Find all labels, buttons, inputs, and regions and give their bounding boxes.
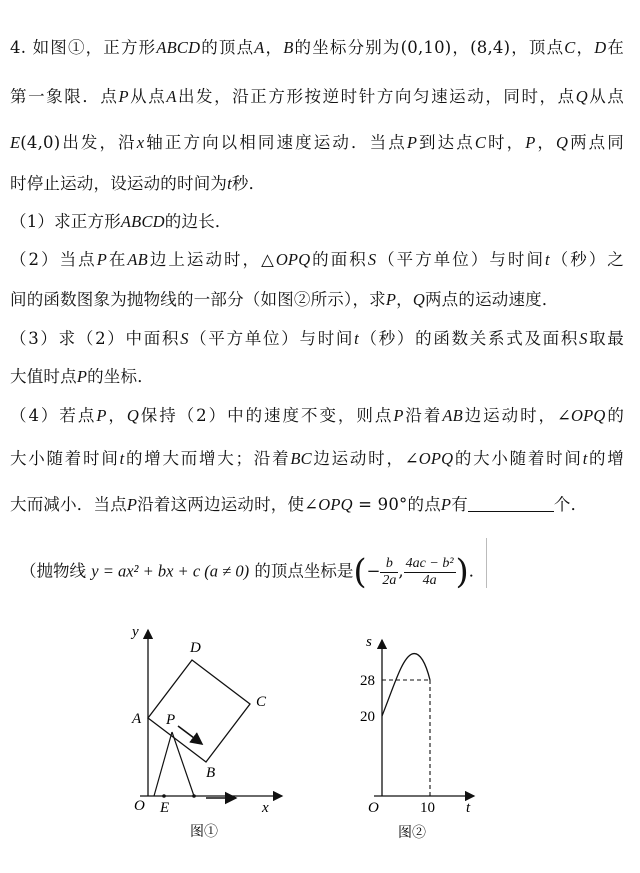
math: OPQ xyxy=(275,250,311,269)
square-abcd xyxy=(148,660,250,762)
math: ABCD xyxy=(156,38,201,57)
label-t: t xyxy=(466,800,471,816)
text: ，顶点 xyxy=(510,38,565,57)
figure-1-diagram xyxy=(110,620,300,850)
text: 的坐标． xyxy=(87,367,154,386)
math: Q xyxy=(412,290,425,309)
text: （平方单位）与时间 xyxy=(188,329,355,348)
text: 两点的运动速度． xyxy=(424,290,559,309)
problem-line-3 xyxy=(10,132,624,154)
text: （秒）的函数关系式及面积 xyxy=(358,329,580,348)
text: （抛物线 xyxy=(20,561,92,581)
label-b: B xyxy=(206,765,216,781)
math: (4,0) xyxy=(20,133,61,152)
text: = 90°的点 xyxy=(352,495,441,514)
text: 秒． xyxy=(231,174,266,193)
text: （1）求正方形 xyxy=(10,212,121,231)
math: ABCD xyxy=(120,212,165,231)
math: A xyxy=(166,87,177,106)
text: 取最 xyxy=(587,329,625,348)
question-3-line-1 xyxy=(10,328,624,350)
p-motion-arrow xyxy=(178,726,202,744)
math: P xyxy=(96,406,107,425)
text: 的顶点 xyxy=(200,38,255,57)
math: Q xyxy=(556,133,569,152)
math: (8,4) xyxy=(470,38,511,57)
right-paren: ) xyxy=(455,552,469,592)
question-4-line-2 xyxy=(10,448,624,470)
math: P xyxy=(118,87,129,106)
text: 两点同 xyxy=(568,133,624,152)
left-paren: ( xyxy=(353,552,367,592)
math: P xyxy=(406,133,418,152)
label-o: O xyxy=(368,800,379,816)
text: 沿着 xyxy=(403,406,443,425)
question-2-line-1 xyxy=(10,249,624,271)
text: ， xyxy=(396,290,413,309)
math: B xyxy=(283,38,294,57)
answer-blank[interactable] xyxy=(468,495,554,512)
fraction-2 xyxy=(404,556,456,589)
math: E xyxy=(10,133,21,152)
denominator: 2a xyxy=(382,572,397,588)
text: 时， xyxy=(486,133,526,152)
parabola-curve xyxy=(382,654,430,716)
text: ， xyxy=(575,38,595,57)
text: 大值时点 xyxy=(10,367,77,386)
text: （4）若点 xyxy=(10,406,97,425)
text: 第一象限．点 xyxy=(10,87,119,106)
numerator: 4ac − b² xyxy=(405,555,454,571)
label-e: E xyxy=(160,800,170,816)
text: 在 xyxy=(107,250,128,269)
text: 边运动时，∠ xyxy=(462,406,572,425)
segment-pe xyxy=(154,732,172,796)
math: D xyxy=(594,38,607,57)
text: （2）当点 xyxy=(10,250,97,269)
text: 的边长． xyxy=(164,212,232,231)
hint-line xyxy=(20,552,485,592)
label-d: D xyxy=(190,640,201,656)
figure-1-caption: 图① xyxy=(190,825,218,840)
numerator: b xyxy=(380,556,398,573)
math: S xyxy=(180,329,189,348)
label-20: 20 xyxy=(360,709,375,725)
label-a: A xyxy=(132,711,142,727)
math: A xyxy=(254,38,265,57)
math: x xyxy=(136,133,145,152)
math: P xyxy=(96,250,108,269)
math: t xyxy=(354,329,359,348)
text: 从点 xyxy=(128,87,167,106)
fraction-1 xyxy=(380,556,398,589)
question-1 xyxy=(10,211,624,233)
text: 大而减小．当点 xyxy=(10,495,127,514)
text: 个． xyxy=(553,495,588,514)
text: 时停止运动，设运动的时间为 xyxy=(10,174,228,193)
text: 在 xyxy=(606,38,624,57)
text: 的坐标分别为 xyxy=(293,38,401,57)
math: P xyxy=(126,495,138,514)
denominator: 4a xyxy=(422,572,437,588)
question-2-line-2 xyxy=(10,289,624,311)
problem-line-2 xyxy=(10,86,624,108)
math: C xyxy=(474,133,487,152)
math: S xyxy=(367,250,377,269)
math: OPQ xyxy=(318,495,353,514)
problem-line-1 xyxy=(10,37,624,59)
text: 的 xyxy=(605,406,625,425)
point-e xyxy=(162,794,166,798)
math: t xyxy=(582,449,588,468)
question-4-line-1 xyxy=(10,405,624,427)
math: OPQ xyxy=(571,406,606,425)
label-28: 28 xyxy=(360,673,375,689)
math: C xyxy=(564,38,576,57)
text: 大小随着时间 xyxy=(10,449,120,468)
vertex-formula-hint xyxy=(20,538,487,592)
text: 的大小随着时间 xyxy=(453,449,583,468)
math: AB xyxy=(442,406,463,425)
text: 轴正方向以相同速度运动．当点 xyxy=(144,133,407,152)
text: 的增 xyxy=(587,449,625,468)
math: P xyxy=(393,406,404,425)
math: P xyxy=(440,495,452,514)
math: t xyxy=(119,449,125,468)
math: t xyxy=(227,174,232,193)
math: AB xyxy=(127,250,148,269)
text: 边运动时，∠ xyxy=(311,449,419,468)
math: P xyxy=(76,367,88,386)
math: Q xyxy=(126,406,139,425)
label-o: O xyxy=(134,798,145,814)
label-x: x xyxy=(262,800,269,816)
label-s: s xyxy=(366,634,372,650)
math: (0,10) xyxy=(400,38,452,57)
problem-line-4 xyxy=(10,173,624,195)
text: 出发，沿正方形按逆时针方向匀速运动，同时，点 xyxy=(176,87,576,106)
text: （平方单位）与时间 xyxy=(376,250,546,269)
math: OPQ xyxy=(418,449,454,468)
question-4-line-3 xyxy=(10,494,624,516)
math: BC xyxy=(290,449,312,468)
math: t xyxy=(545,250,550,269)
text: 沿着这两边运动时，使∠ xyxy=(137,495,319,514)
figure-2-caption: 图② xyxy=(398,826,426,841)
text: ， xyxy=(106,406,127,425)
text: 到达点 xyxy=(417,133,475,152)
text: （3）求（2）中面积 xyxy=(10,329,181,348)
question-3-line-2 xyxy=(10,366,624,388)
label-p: P xyxy=(166,712,176,728)
text: ， xyxy=(264,38,284,57)
text: 保持（2）中的速度不变，则点 xyxy=(139,406,394,425)
text: 从点 xyxy=(587,87,625,106)
text: 间的函数图象为抛物线的一部分（如图②所示），求 xyxy=(10,290,386,309)
text: 的增大而增大；沿着 xyxy=(124,449,291,468)
math: S xyxy=(579,329,588,348)
label-10: 10 xyxy=(420,800,435,816)
label-c: C xyxy=(256,694,267,710)
comma: , xyxy=(398,561,404,581)
text: 4. 如图①，正方形 xyxy=(10,38,157,57)
figure-2-graph xyxy=(350,630,490,845)
text: （秒）之 xyxy=(549,250,624,269)
math: P xyxy=(525,133,536,152)
text: ． xyxy=(468,561,486,581)
text: 出发，沿 xyxy=(60,133,137,152)
text: 的顶点坐标是 xyxy=(249,561,354,581)
label-y: y xyxy=(132,624,139,640)
minus-sign: − xyxy=(366,561,381,581)
text: 的面积 xyxy=(310,250,368,269)
point-q xyxy=(192,794,196,798)
math: P xyxy=(385,290,397,309)
text: ， xyxy=(451,38,471,57)
text: ， xyxy=(535,133,557,152)
text: 边上运动时，△ xyxy=(147,250,276,269)
math: Q xyxy=(575,87,588,106)
segment-pq xyxy=(172,732,194,796)
text: 有 xyxy=(451,495,468,514)
parabola-formula: y = ax² + bx + c (a ≠ 0) xyxy=(91,561,250,581)
